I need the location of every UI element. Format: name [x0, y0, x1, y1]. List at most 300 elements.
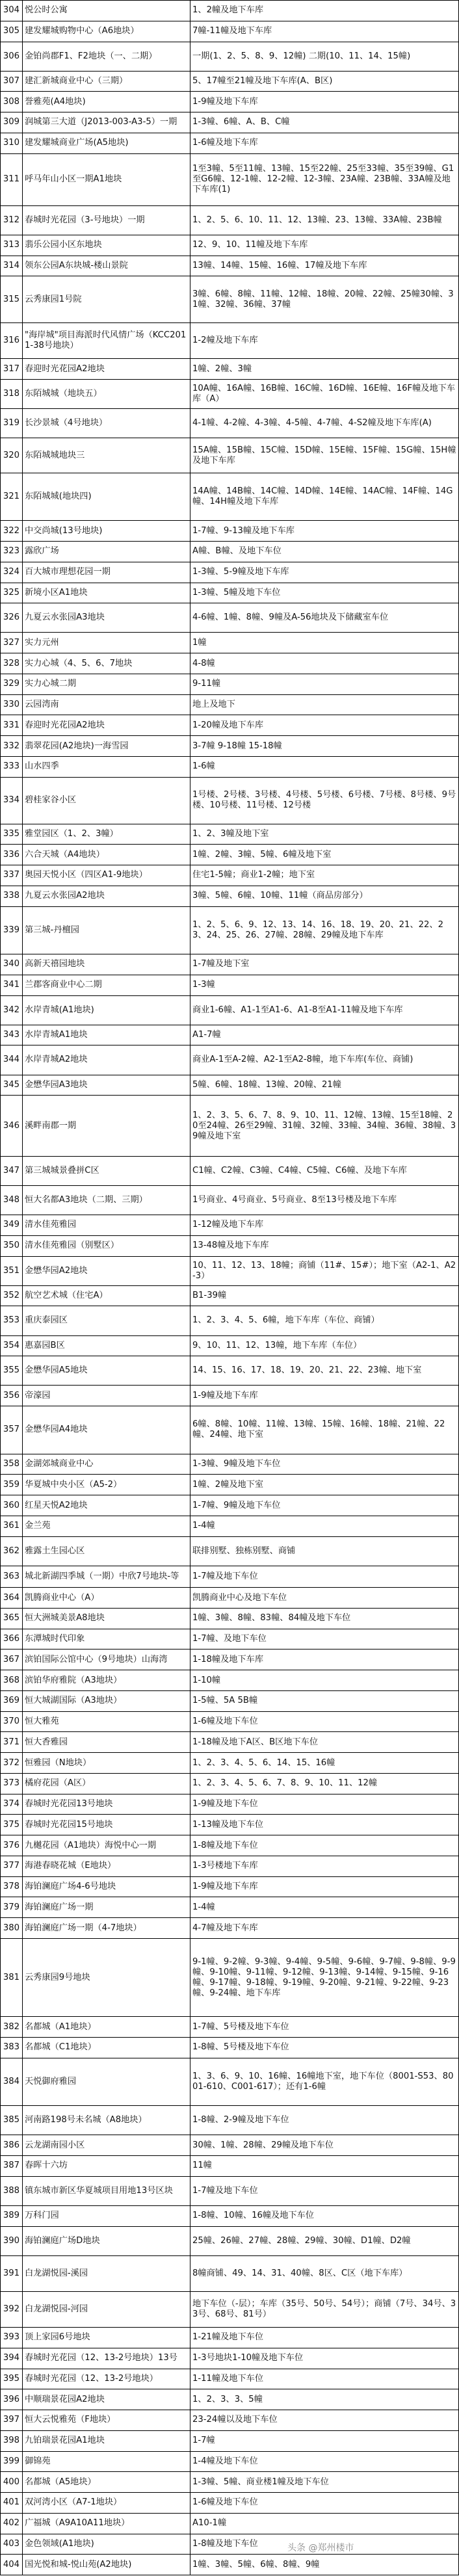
building-scope: 4-1幢、4-2幢、4-3幢、4-5幢、4-7幢、4-S2幢及地下车库(A) — [192, 418, 432, 428]
project-name: 建发耀城商业广场(A5地块) — [23, 133, 190, 153]
project-name: 春城时光花园（3-号地块）一期 — [23, 206, 190, 235]
row-number: 376 — [1, 1835, 23, 1856]
building-scope: 10、11、12、13、18幢；商铺（11#、15#）；地下室（A2-1、A2-3） — [192, 1260, 456, 1281]
table-row — [0, 2038, 459, 2058]
building-scope: 10A幢、16A幢、16B幢、16C幢、16D幢、16E幢、16F幢及地下车库（A） — [192, 384, 456, 404]
row-number: 308 — [1, 92, 23, 112]
row-number: 358 — [1, 1454, 23, 1475]
project-name: 春晖十六坊 — [23, 2156, 190, 2176]
building-scope: 1-21幢及地下车位 — [192, 2332, 264, 2343]
row-number: 386 — [1, 2135, 23, 2155]
row-number: 355 — [1, 1356, 23, 1385]
row-number: 341 — [1, 975, 23, 995]
row-number: 339 — [1, 907, 23, 954]
project-name: 悦公时公寓 — [23, 1, 190, 21]
project-name: 清水佳苑雅园（别墅区） — [23, 1236, 190, 1256]
row-number: 351 — [1, 1257, 23, 1285]
building-scope: 13幢、14幢、15幢、16幢、17幢及地下车库 — [192, 261, 367, 271]
project-name: 滨铂华府雅院（A3地块） — [23, 1670, 190, 1690]
row-number: 345 — [1, 1075, 23, 1096]
row-number: 335 — [1, 824, 23, 845]
project-name: 名都城（A1地块） — [23, 2017, 190, 2037]
row-number: 378 — [1, 1877, 23, 1897]
table-row — [0, 1356, 459, 1386]
row-number: 389 — [1, 2206, 23, 2226]
row-number: 367 — [1, 1649, 23, 1670]
row-number: 327 — [1, 633, 23, 653]
project-name: 双河湾小区（A7-1地块） — [23, 2493, 190, 2513]
table-row — [0, 1406, 459, 1454]
project-name: 金兰苑 — [23, 1516, 190, 1536]
table-row — [0, 1475, 459, 1495]
project-name: 河南路198号未名城（A8地块） — [23, 2106, 190, 2135]
table-row — [0, 1794, 459, 1815]
building-scope: 1幢、3幢、5幢、6幢、8幢、9幢 — [192, 2559, 320, 2569]
table-row — [0, 380, 459, 409]
building-scope: 1-8幢及地下车位 — [192, 2538, 258, 2549]
table-row — [0, 824, 459, 845]
project-name: 海铂澜庭广场一期 — [23, 1897, 190, 1917]
project-name: 白龙湖悦园-河园 — [23, 2292, 190, 2327]
table-row — [0, 2328, 459, 2348]
row-number: 319 — [1, 409, 23, 438]
row-number: 338 — [1, 886, 23, 906]
project-name: 金铂尚郡F1、F2地块（一、二期） — [23, 42, 190, 71]
project-name: 九樾花园（A1地块）海悦中心一期 — [23, 1835, 190, 1856]
project-name: 百大城市理想花园一期 — [23, 562, 190, 583]
row-number: 304 — [1, 1, 23, 21]
table-row — [0, 2431, 459, 2452]
building-scope: 1-8幢、2-9幢及地下车位 — [192, 2115, 289, 2125]
table-row — [0, 72, 459, 92]
row-number: 388 — [1, 2177, 23, 2205]
row-number: 391 — [1, 2256, 23, 2291]
row-number: 356 — [1, 1386, 23, 1406]
building-scope: 1-13幢及地下车位 — [192, 1819, 264, 1830]
building-scope: 1-6幢及地下车位 — [192, 2497, 258, 2508]
row-number: 354 — [1, 1336, 23, 1356]
building-scope: A10-1幢 — [192, 2518, 227, 2529]
project-name: 万科门园 — [23, 2206, 190, 2226]
row-number: 343 — [1, 1025, 23, 1045]
project-name: 天悦御府雅园 — [23, 2058, 190, 2106]
project-name: 东陌城城（地块五） — [23, 380, 190, 408]
building-scope: 1-6幢及地下车位 — [192, 1716, 258, 1727]
building-scope: 8幢商铺、49、14、31、40幢、8区、C区（地下车库） — [192, 2268, 408, 2278]
building-scope: 1-6幢 — [192, 761, 215, 772]
row-number: 369 — [1, 1691, 23, 1711]
row-number: 398 — [1, 2431, 23, 2451]
project-name: 六合天城（A4地块） — [23, 845, 190, 865]
table-row — [0, 996, 459, 1025]
row-number: 360 — [1, 1495, 23, 1516]
building-scope: 1、2、3、4、5、6幢，地下车库（车位、商铺） — [192, 1315, 380, 1326]
project-name: 呼马年山小区一期A1地块 — [23, 154, 190, 205]
project-name: 长沙景城（4号地块） — [23, 409, 190, 438]
row-number: 387 — [1, 2156, 23, 2176]
project-name: 恒雅园（N地块） — [23, 1753, 190, 1773]
project-name: 凯腾商业中心（A） — [23, 1588, 190, 1608]
project-name: 恒大香雅园 — [23, 1732, 190, 1752]
table-row — [0, 1877, 459, 1898]
project-name: 云龙湖南园小区 — [23, 2135, 190, 2155]
project-name: 雅露土生园心区 — [23, 1537, 190, 1566]
building-scope: 9、10、11、12、13幢，地下车库（车位） — [192, 1340, 362, 1350]
building-scope: 住宅1-5幢；商业1-2幢；地下室 — [192, 870, 315, 880]
building-scope: 1-4幢 — [192, 1521, 215, 1531]
row-number: 318 — [1, 380, 23, 408]
row-number: 365 — [1, 1609, 23, 1629]
row-number: 330 — [1, 695, 23, 715]
table-row — [0, 715, 459, 736]
row-number: 310 — [1, 133, 23, 153]
project-name: 九夏云水张园A3地块 — [23, 603, 190, 632]
table-row — [0, 1835, 459, 1856]
table-row — [0, 521, 459, 542]
project-name: 水岸青城A1地块 — [23, 1025, 190, 1045]
row-number: 404 — [1, 2555, 23, 2575]
table-row — [0, 2555, 459, 2575]
building-scope: 1、2、3、5、6、7、8、9、10、11、12幢、13幢、15至18幢、20至24幢、26至29幢、31幢、32幢、33幢、34幢、36幢、38幢、39幢及地下室 — [192, 1110, 456, 1141]
table-row — [0, 542, 459, 562]
project-name: 恒大雅苑 — [23, 1712, 190, 1732]
building-scope: 1-20幢及地下车库 — [192, 720, 264, 730]
project-name: 水岸青城(A1地块) — [23, 996, 190, 1025]
project-name: 金懋华园A4地块 — [23, 1406, 190, 1454]
building-scope: 13-48幢及地下车库 — [192, 1241, 269, 1251]
project-name: 高新天禧园地块 — [23, 954, 190, 975]
table-row — [0, 359, 459, 380]
project-name: 滨铂国际公馆中心（9号地块）山海湾 — [23, 1649, 190, 1670]
building-scope: 商业A-1至A-2幢、A2-1至A2-8幢，地下车库(车位、商铺) — [192, 1055, 413, 1065]
table-row — [0, 438, 459, 473]
table-row — [0, 674, 459, 695]
table-row — [0, 1236, 459, 1257]
table-row — [0, 2206, 459, 2227]
project-name: 名都城（C1地块） — [23, 2038, 190, 2058]
building-scope: 联排别墅、独栋别墅、商铺 — [192, 1545, 296, 1556]
row-number: 385 — [1, 2106, 23, 2135]
table-row — [0, 603, 459, 633]
row-number: 392 — [1, 2292, 23, 2327]
building-scope: 1-18幢及地下A区、B区地下车位 — [192, 1737, 319, 1747]
table-row — [0, 154, 459, 206]
table-row — [0, 757, 459, 778]
row-number: 311 — [1, 154, 23, 205]
project-name: 水岸青城A2地块 — [23, 1045, 190, 1074]
project-name: 金懋华园A5地块 — [23, 1356, 190, 1385]
table-row — [0, 2472, 459, 2493]
building-scope: 1至3幢、5至11幢、13幢、15至22幢、25至33幢、35至39幢、G1至G6幢、12-1幢、12-2幢、12-3幢、23A幢、23B幢、33A幢及地下车库(1) — [192, 164, 454, 195]
building-scope: 1-3号楼地下车库 — [192, 1861, 258, 1871]
building-scope: 商业1-6幢、A1-1至A1-6、A1-8至A1-11幢及地下车库 — [192, 1005, 403, 1015]
building-scope: 1-10幢 — [192, 1675, 221, 1685]
building-scope: 3-7幢 9-18幢 15-18幢 — [192, 741, 282, 751]
row-number: 382 — [1, 2017, 23, 2037]
table-row — [0, 2369, 459, 2390]
row-number: 393 — [1, 2328, 23, 2348]
project-name: 中交尚城(13号地块) — [23, 521, 190, 541]
project-name: 清水佳苑雅园 — [23, 1215, 190, 1235]
row-number: 394 — [1, 2348, 23, 2369]
building-scope: 1-9幢及地下车位 — [192, 1799, 258, 1809]
table-row — [0, 133, 459, 154]
building-scope: 1、2、3、4、5、6、14、15、16幢 — [192, 1757, 335, 1768]
table-row — [0, 2452, 459, 2473]
project-name: 实力心城二期 — [23, 674, 190, 694]
building-scope: 1幢、2幢、3幢 — [192, 363, 252, 374]
table-row — [0, 1712, 459, 1733]
project-name: 重庆泰园区 — [23, 1306, 190, 1335]
building-scope: 1-9幢及地下车库 — [192, 96, 258, 107]
row-number: 363 — [1, 1566, 23, 1587]
row-number: 324 — [1, 562, 23, 583]
table-row — [0, 2292, 459, 2328]
table-row — [0, 1670, 459, 1691]
row-number: 384 — [1, 2058, 23, 2106]
building-scope: 1号商业、4号商业、5号商业、8至13号楼及地下车库 — [192, 1194, 397, 1205]
table-row — [0, 1045, 459, 1075]
building-scope: 1-8幢、5号楼及地下车位 — [192, 2042, 289, 2053]
row-number: 346 — [1, 1096, 23, 1156]
project-name: 新境小区A1地块 — [23, 583, 190, 603]
building-scope: 6幢、8幢、10幢、11幢、13幢、15幢、16幢、18幢、21幢、22幢、24幢、地下室 — [192, 1419, 445, 1440]
table-row — [0, 2514, 459, 2534]
project-name: 春城时光花园15号地块 — [23, 1815, 190, 1835]
building-scope: 4-7幢及地下车库 — [192, 1923, 258, 1933]
building-scope: 1-8幢、10幢、16幢及地下车位 — [192, 2211, 314, 2221]
project-name: 翡乐公园小区东地块 — [23, 235, 190, 256]
building-scope: 5、17幢至21幢及地下车库(A、B区) — [192, 75, 333, 86]
table-row — [0, 1588, 459, 1609]
project-name: 海铂澜庭广场D地块 — [23, 2227, 190, 2255]
table-row — [0, 1649, 459, 1670]
table-row — [0, 2410, 459, 2431]
row-number: 395 — [1, 2369, 23, 2389]
row-number: 321 — [1, 473, 23, 521]
table-row — [0, 2177, 459, 2206]
table-row — [0, 2135, 459, 2156]
table-row — [0, 975, 459, 996]
building-scope: 4-8幢 — [192, 658, 215, 668]
table-row — [0, 1215, 459, 1236]
building-scope: 3幢、6幢、8幢、11幢、12幢、18幢、20幢、22幢、25幢30幢、31幢、32幢、36幢、37幢 — [192, 289, 454, 309]
project-name: 橘府花园（A区） — [23, 1774, 190, 1794]
project-name: 碧桂家谷小区 — [23, 778, 190, 824]
project-name: 金湖郊城商业中心 — [23, 1454, 190, 1475]
row-number: 323 — [1, 542, 23, 562]
table-row — [0, 2389, 459, 2410]
row-number: 305 — [1, 21, 23, 42]
table-row — [0, 2058, 459, 2107]
table-row — [0, 473, 459, 521]
building-scope: 1-7幢、5号楼及地下车位 — [192, 2021, 289, 2032]
building-scope: 1-9幢及地下车库 — [192, 1390, 258, 1400]
building-scope: 14、15、16、17、18、19、20、21、22、23幢、地下室 — [192, 1365, 422, 1376]
row-number: 316 — [1, 323, 23, 358]
row-number: 344 — [1, 1045, 23, 1074]
table-row — [0, 1732, 459, 1753]
project-name: 城北新湖四季城（一期）中欣7号地块-等 — [23, 1566, 190, 1587]
row-number: 337 — [1, 865, 23, 886]
building-scope: 15A幢、15B幢、15C幢、15D幢、15E幢、15F幢、15G幢、15H幢及地下车库 — [192, 445, 456, 466]
table-row — [0, 1386, 459, 1406]
table-row — [0, 2256, 459, 2292]
row-number: 317 — [1, 359, 23, 379]
project-name: 海铂澜庭广场4-6号地块 — [23, 1877, 190, 1897]
table-row — [0, 907, 459, 955]
row-number: 364 — [1, 1588, 23, 1608]
table-row — [0, 2106, 459, 2135]
building-scope: 1-5幢、5A 5B幢 — [192, 1696, 258, 1706]
table-row — [0, 1516, 459, 1537]
table-row — [0, 1186, 459, 1215]
building-scope: 3幢、5幢、6幢、10幢、11幢（商品房部分） — [192, 891, 368, 901]
project-name: 雅堂园区（1、2、3幢） — [23, 824, 190, 845]
table-row — [0, 2227, 459, 2256]
project-name: 海铂澜庭广场一期（4-7地块） — [23, 1918, 190, 1938]
row-number: 315 — [1, 276, 23, 322]
row-number: 377 — [1, 1856, 23, 1876]
project-name: 东陌城城(地块四) — [23, 473, 190, 521]
building-scope: 地下车位（-层）；车库（35号、50号、54号）；商铺（7号、34号、33号、68号、81号） — [192, 2298, 456, 2319]
row-number: 401 — [1, 2493, 23, 2513]
building-scope: 4-6幢、1幢、8幢、9幢及A-56地块及下储藏室车位 — [192, 612, 389, 623]
building-scope: 1-4幢 — [192, 1902, 215, 1912]
building-scope: 1-3幢、6幢、A、B、C幢 — [192, 117, 290, 127]
project-name: 红星天悦A2地块 — [23, 1495, 190, 1516]
row-number: 397 — [1, 2410, 23, 2430]
row-number: 307 — [1, 72, 23, 92]
project-name: 山水四季 — [23, 757, 190, 777]
table-row — [0, 1454, 459, 1475]
row-number: 362 — [1, 1537, 23, 1566]
table-row — [0, 2348, 459, 2369]
row-number: 314 — [1, 256, 23, 276]
building-scope: 1、2、5、6、10、11、12、13幢、23、13幢、33A幢、23B幢 — [192, 215, 442, 225]
row-number: 349 — [1, 1215, 23, 1235]
project-name: 名都城（A5地块） — [23, 2472, 190, 2492]
table-row — [0, 2156, 459, 2177]
table-row — [0, 1691, 459, 1712]
row-number: 383 — [1, 2038, 23, 2058]
project-name: 东潭城时代印象 — [23, 1629, 190, 1649]
building-scope: 1-6幢及地下车库 — [192, 138, 258, 148]
project-name: 恒大城湖国际（A3地块） — [23, 1691, 190, 1711]
project-name: 春迎时光花园A2地块 — [23, 715, 190, 735]
building-scope: 7幢-11幢及地下车库 — [192, 26, 272, 36]
row-number: 322 — [1, 521, 23, 541]
row-number: 379 — [1, 1897, 23, 1917]
project-name: 航空艺术城（住宅A） — [23, 1286, 190, 1306]
project-name: 润城第三大道（J2013-003-A3-5）一期 — [23, 112, 190, 133]
building-scope: C1幢、C2幢、C3幢、C4幢、C5幢、C6幢、及地下车库 — [192, 1165, 407, 1176]
building-scope: 1、2、3、4、5、6、7、8、9、10、11、12幢 — [192, 1778, 378, 1789]
table-row — [0, 865, 459, 886]
building-scope: 1-7幢 — [192, 2436, 215, 2446]
project-name: 云秀康园9号地块 — [23, 1939, 190, 2016]
table-row — [0, 1157, 459, 1186]
row-number: 325 — [1, 583, 23, 603]
building-scope: 1号楼、2号楼、3号楼、4号楼、5号楼、6号楼、7号楼、8号楼、9号楼、10号楼、11号楼、12号楼 — [192, 790, 456, 811]
table-row — [0, 954, 459, 975]
row-number: 368 — [1, 1670, 23, 1690]
building-scope: 1、2、3、3、5幢 — [192, 2394, 263, 2404]
project-name: "海岸城"项目海派时代风情广场（KCC2011-38号地块） — [23, 323, 190, 358]
row-number: 326 — [1, 603, 23, 632]
building-scope: A1-7幢 — [192, 1030, 221, 1040]
row-number: 366 — [1, 1629, 23, 1649]
table-row — [0, 1257, 459, 1286]
project-name: 第三城城景叠拼C区 — [23, 1157, 190, 1185]
building-scope: 12、9、10、11幢及地下车库 — [192, 240, 308, 250]
row-number: 329 — [1, 674, 23, 694]
project-name: 顶上家园6号地块 — [23, 2328, 190, 2348]
project-name: 翡翠花园(A2地块)一海雪园 — [23, 736, 190, 756]
project-name: 恒大云悦雅苑（F地块） — [23, 2410, 190, 2430]
row-number: 403 — [1, 2534, 23, 2555]
table-row — [0, 2534, 459, 2555]
project-name: 誉雅苑(A4地块) — [23, 92, 190, 112]
project-name: 镇东城市新区华夏城项目用地13号区块 — [23, 2177, 190, 2205]
building-scope: 1-3幢、9幢及地下车位 — [192, 1459, 281, 1469]
project-name: 奥园天悦小区（四区A1-9地块） — [23, 865, 190, 886]
table-row — [0, 1629, 459, 1650]
table-row — [0, 1856, 459, 1877]
row-number: 336 — [1, 845, 23, 865]
row-number: 331 — [1, 715, 23, 735]
project-name: 溪畔南郡一期 — [23, 1096, 190, 1156]
project-name: 实力元州 — [23, 633, 190, 653]
table-row — [0, 695, 459, 716]
table-row — [0, 1306, 459, 1335]
table-row — [0, 778, 459, 824]
row-number: 334 — [1, 778, 23, 824]
table-row — [0, 2493, 459, 2514]
table-row — [0, 1537, 459, 1566]
building-scope: 25幢、26幢、27幢、28幢、29幢、30幢、D1幢、D2幢 — [192, 2235, 411, 2246]
building-scope: 1-8幢及地下车位 — [192, 1840, 258, 1850]
row-number: 350 — [1, 1236, 23, 1256]
project-name: 云园湾南 — [23, 695, 190, 715]
table-row — [0, 1495, 459, 1516]
table-row — [0, 562, 459, 583]
row-number: 402 — [1, 2514, 23, 2534]
table-row — [0, 1286, 459, 1307]
building-scope: 9-11幢 — [192, 679, 221, 689]
row-number: 396 — [1, 2389, 23, 2410]
project-name: 领东公园A东块城-楼山景院 — [23, 256, 190, 276]
building-scope: 1-3幢、5幢及地下车位 — [192, 587, 281, 598]
building-scope: 1-3幢 — [192, 980, 215, 990]
building-scope: 5幢、6幢、18幢、13幢、20幢、21幢 — [192, 1079, 341, 1090]
building-scope: 1幢 — [192, 637, 207, 648]
row-number: 320 — [1, 438, 23, 472]
project-name: 华夏城中央小区（A5-2） — [23, 1475, 190, 1495]
building-scope: 1-9幢及地下车库 — [192, 1882, 258, 1892]
building-scope: 1、2、5、6、9、12、13、14、16、18、19、20、21、22、23、24、25、26、27幢、28幢、29幢及地下车库 — [192, 919, 443, 940]
building-scope: 1、3、6、9、10、16幢、16幢地下室，地下车位（8001-S53、8001-610、C001-617）；还有1-6幢 — [192, 2071, 454, 2092]
table-row — [0, 323, 459, 359]
row-number: 380 — [1, 1918, 23, 1938]
project-name: 九夏云水张园A2地块 — [23, 886, 190, 906]
table-row — [0, 112, 459, 133]
table-row — [0, 583, 459, 604]
row-number: 359 — [1, 1475, 23, 1495]
table-row — [0, 256, 459, 277]
building-scope: 1-3号地块1-10幢及地下车位 — [192, 2353, 304, 2363]
building-scope: A幢、B幢、及地下车位 — [192, 546, 282, 557]
